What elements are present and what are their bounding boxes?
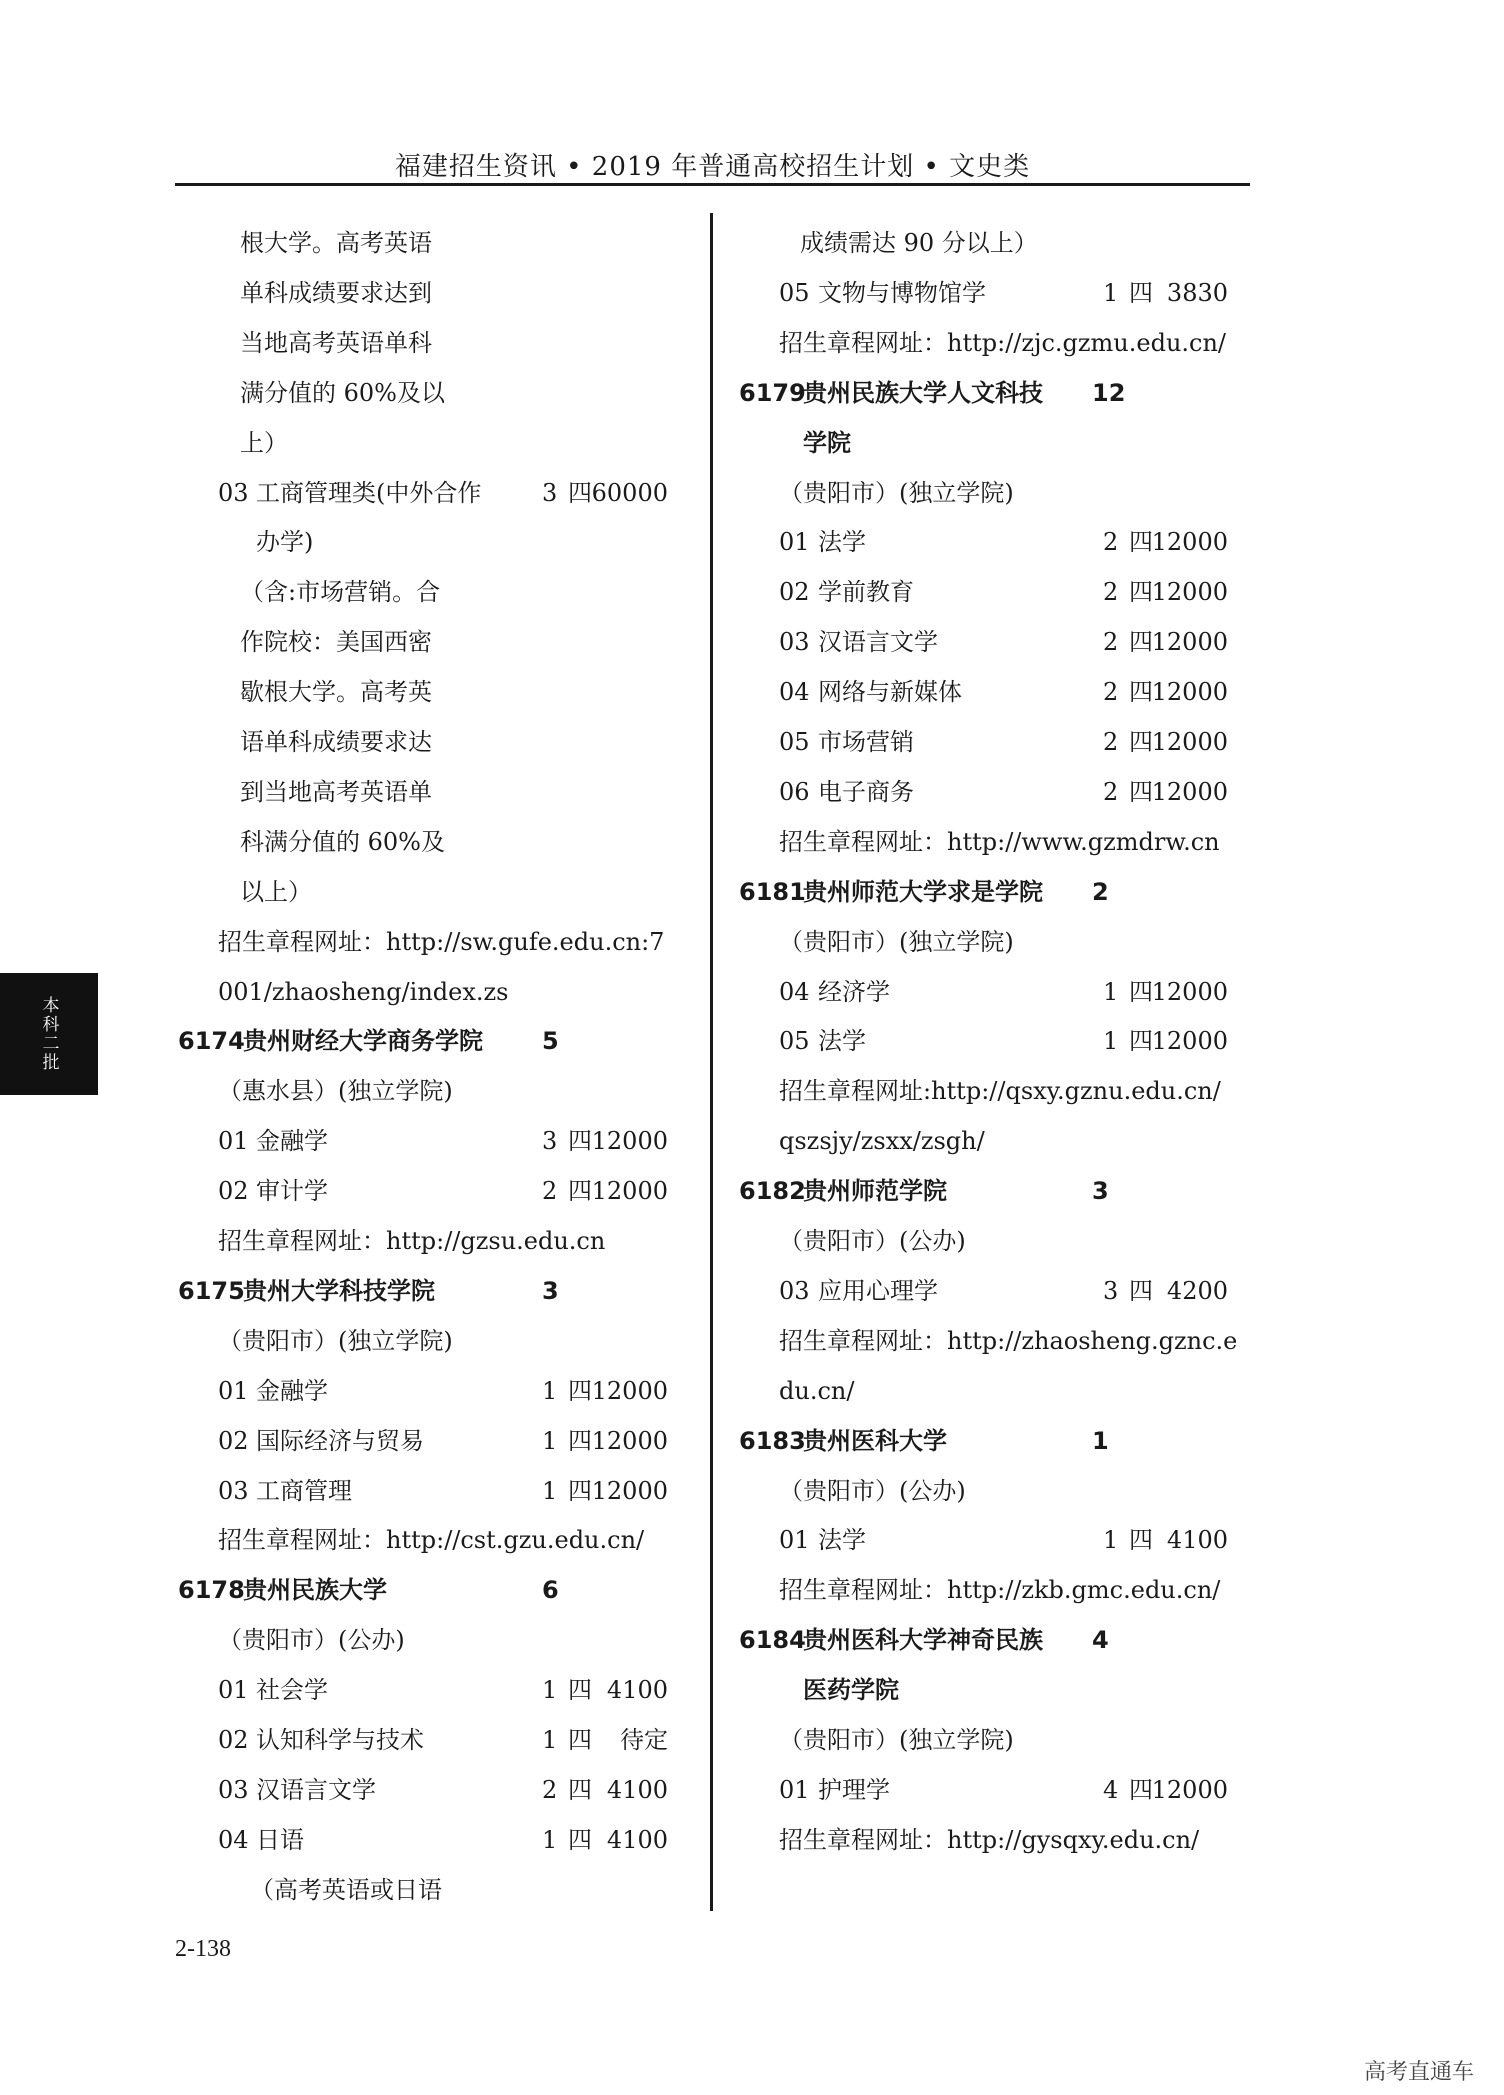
major-years: 四 xyxy=(568,1676,592,1705)
school-code: 6175 xyxy=(178,1276,245,1305)
major-tuition: 12000 xyxy=(591,1127,668,1156)
side-tab-label: 本科二批 xyxy=(38,996,59,1072)
school-plan-count: 2 xyxy=(1092,877,1109,906)
major-tuition: 12000 xyxy=(591,1426,668,1455)
admission-url: 招生章程网址：http://www.gzmdrw.cn xyxy=(779,827,1220,856)
school-code: 6183 xyxy=(739,1426,806,1455)
major-name: 应用心理学 xyxy=(818,1276,938,1305)
school-name-continued: 学院 xyxy=(803,428,851,457)
major-plan-count: 1 xyxy=(542,1426,558,1455)
school-name: 贵州民族大学人文科技 xyxy=(803,378,1043,407)
major-note: 成绩需达 90 分以上） xyxy=(800,229,1038,257)
school-location: （贵阳市）(独立学院) xyxy=(779,478,1014,507)
header-rule xyxy=(175,183,1250,186)
school-name-continued: 医药学院 xyxy=(803,1676,899,1705)
major-note: 满分值的 60%及以 xyxy=(240,378,445,407)
major-name: 工商管理类(中外合作 xyxy=(256,478,482,507)
major-code: 04 xyxy=(218,1825,249,1854)
major-tuition: 3830 xyxy=(1166,278,1228,307)
admission-url-continued: du.cn/ xyxy=(779,1376,855,1405)
major-tuition: 12000 xyxy=(1151,678,1228,707)
major-tuition: 12000 xyxy=(591,1376,668,1405)
major-name: 电子商务 xyxy=(818,777,914,806)
school-location: （惠水县）(独立学院) xyxy=(218,1077,453,1106)
admission-url-continued: qszsjy/zsxx/zsgh/ xyxy=(779,1127,985,1156)
major-note: 科满分值的 60%及 xyxy=(240,827,445,856)
major-years: 四 xyxy=(1129,1276,1153,1305)
major-note: 到当地高考英语单 xyxy=(240,777,432,806)
school-name: 贵州财经大学商务学院 xyxy=(243,1027,483,1056)
major-tuition: 12000 xyxy=(1151,1027,1228,1056)
major-tuition: 12000 xyxy=(1151,578,1228,607)
major-tuition: 60000 xyxy=(591,478,668,507)
school-plan-count: 1 xyxy=(1092,1426,1109,1455)
page-number: 2-138 xyxy=(175,1936,231,1962)
admission-url: 招生章程网址：http://sw.gufe.edu.cn:7 xyxy=(218,927,665,956)
major-name: 市场营销 xyxy=(818,728,914,756)
major-years: 四 xyxy=(568,1376,592,1405)
major-name: 经济学 xyxy=(818,977,890,1006)
major-years: 四 xyxy=(1129,628,1153,657)
school-code: 6179 xyxy=(739,378,806,407)
major-code: 01 xyxy=(218,1127,249,1156)
major-years: 四 xyxy=(1129,728,1153,756)
major-tuition: 12000 xyxy=(591,1476,668,1505)
major-code: 05 xyxy=(779,1027,810,1056)
major-name: 护理学 xyxy=(818,1775,890,1804)
major-name: 法学 xyxy=(818,1027,866,1056)
major-tuition: 12000 xyxy=(1151,628,1228,657)
school-name: 贵州民族大学 xyxy=(243,1576,387,1605)
major-code: 01 xyxy=(779,1526,810,1555)
major-plan-count: 1 xyxy=(1103,278,1119,307)
major-plan-count: 2 xyxy=(1103,678,1119,707)
major-name: 网络与新媒体 xyxy=(818,678,962,707)
major-code: 04 xyxy=(779,977,810,1006)
major-note: （高考英语或日语 xyxy=(250,1875,442,1904)
major-name: 汉语言文学 xyxy=(256,1775,376,1804)
major-tuition: 4100 xyxy=(606,1775,668,1804)
school-plan-count: 3 xyxy=(1092,1177,1109,1206)
school-plan-count: 3 xyxy=(542,1276,559,1305)
major-plan-count: 1 xyxy=(542,1726,558,1754)
major-plan-count: 3 xyxy=(542,478,558,507)
major-name: 工商管理 xyxy=(256,1476,352,1505)
major-years: 四 xyxy=(1129,678,1153,707)
major-code: 05 xyxy=(779,728,810,756)
major-name: 法学 xyxy=(818,528,866,557)
major-note: 单科成绩要求达到 xyxy=(240,278,432,307)
school-location: （贵阳市）(独立学院) xyxy=(779,927,1014,956)
major-name-continued: 办学) xyxy=(256,528,314,557)
major-years: 四 xyxy=(1129,528,1153,557)
major-code: 05 xyxy=(779,278,810,307)
major-plan-count: 2 xyxy=(1103,777,1119,806)
major-name: 金融学 xyxy=(256,1127,328,1156)
admission-url: 招生章程网址：http://zkb.gmc.edu.cn/ xyxy=(779,1576,1221,1605)
major-code: 01 xyxy=(218,1676,249,1705)
major-note: （含:市场营销。合 xyxy=(240,578,441,607)
major-note: 歇根大学。高考英 xyxy=(240,678,432,707)
major-code: 03 xyxy=(218,1476,249,1505)
major-years: 四 xyxy=(568,1825,592,1854)
major-plan-count: 2 xyxy=(1103,628,1119,657)
school-location: （贵阳市）(公办) xyxy=(779,1476,966,1505)
major-plan-count: 4 xyxy=(1103,1775,1119,1804)
major-years: 四 xyxy=(568,1775,592,1804)
major-code: 01 xyxy=(779,528,810,557)
major-plan-count: 1 xyxy=(542,1676,558,1705)
major-tuition: 4200 xyxy=(1166,1276,1228,1305)
major-plan-count: 2 xyxy=(542,1775,558,1804)
major-code: 01 xyxy=(779,1775,810,1804)
admission-url-continued: 001/zhaosheng/index.zs xyxy=(218,977,509,1006)
major-plan-count: 2 xyxy=(1103,528,1119,557)
major-code: 03 xyxy=(218,478,249,507)
major-tuition: 4100 xyxy=(606,1825,668,1854)
major-name: 法学 xyxy=(818,1526,866,1555)
major-note: 上） xyxy=(240,428,288,457)
watermark-text: 高考直通车 xyxy=(1363,2060,1474,2085)
major-years: 四 xyxy=(1129,578,1153,607)
school-location: （贵阳市）(公办) xyxy=(218,1626,405,1655)
admission-url: 招生章程网址：http://zhaosheng.gznc.e xyxy=(779,1326,1238,1355)
admission-url: 招生章程网址：http://gzsu.edu.cn xyxy=(218,1227,606,1255)
school-location: （贵阳市）(公办) xyxy=(779,1227,966,1255)
admission-url: 招生章程网址：http://gysqxy.edu.cn/ xyxy=(779,1825,1200,1854)
major-plan-count: 1 xyxy=(1103,1027,1119,1056)
school-code: 6182 xyxy=(739,1177,806,1206)
major-plan-count: 2 xyxy=(542,1177,558,1206)
major-tuition: 4100 xyxy=(606,1676,668,1705)
major-code: 02 xyxy=(779,578,810,607)
major-years: 四 xyxy=(568,1177,592,1206)
major-years: 四 xyxy=(568,1426,592,1455)
major-tuition: 12000 xyxy=(1151,1775,1228,1804)
school-plan-count: 4 xyxy=(1092,1626,1109,1655)
major-name: 认知科学与技术 xyxy=(256,1726,424,1754)
major-name: 汉语言文学 xyxy=(818,628,938,657)
major-tuition: 12000 xyxy=(1151,777,1228,806)
major-name: 文物与博物馆学 xyxy=(818,278,986,307)
school-location: （贵阳市）(独立学院) xyxy=(779,1726,1014,1754)
major-name: 日语 xyxy=(256,1825,304,1854)
school-code: 6178 xyxy=(178,1576,245,1605)
major-note: 根大学。高考英语 xyxy=(240,229,432,257)
major-code: 02 xyxy=(218,1426,249,1455)
major-code: 04 xyxy=(779,678,810,707)
major-name: 审计学 xyxy=(256,1177,328,1206)
major-years: 四 xyxy=(1129,777,1153,806)
school-plan-count: 12 xyxy=(1092,378,1126,407)
major-plan-count: 1 xyxy=(542,1376,558,1405)
major-note: 语单科成绩要求达 xyxy=(240,728,432,756)
major-tuition: 12000 xyxy=(1151,977,1228,1006)
major-name: 社会学 xyxy=(256,1676,328,1705)
major-years: 四 xyxy=(1129,1027,1153,1056)
major-plan-count: 1 xyxy=(1103,977,1119,1006)
major-years: 四 xyxy=(568,478,592,507)
major-years: 四 xyxy=(1129,977,1153,1006)
major-tuition: 待定 xyxy=(620,1726,668,1754)
major-plan-count: 3 xyxy=(1103,1276,1119,1305)
major-years: 四 xyxy=(1129,278,1153,307)
major-tuition: 12000 xyxy=(591,1177,668,1206)
major-years: 四 xyxy=(568,1476,592,1505)
admission-url: 招生章程网址：http://cst.gzu.edu.cn/ xyxy=(218,1526,645,1555)
school-plan-count: 6 xyxy=(542,1576,559,1605)
section-side-tab xyxy=(0,973,98,1095)
school-name: 贵州医科大学 xyxy=(803,1426,947,1455)
school-name: 贵州师范大学求是学院 xyxy=(803,877,1043,906)
school-code: 6184 xyxy=(739,1626,806,1655)
school-name: 贵州大学科技学院 xyxy=(243,1276,435,1305)
major-note: 当地高考英语单科 xyxy=(240,328,432,357)
school-name: 贵州师范学院 xyxy=(803,1177,947,1206)
major-tuition: 12000 xyxy=(1151,728,1228,756)
school-name: 贵州医科大学神奇民族 xyxy=(803,1626,1043,1655)
column-divider xyxy=(710,213,713,1911)
major-code: 02 xyxy=(218,1726,249,1754)
major-plan-count: 1 xyxy=(542,1825,558,1854)
major-code: 01 xyxy=(218,1376,249,1405)
school-plan-count: 5 xyxy=(542,1027,559,1056)
admission-url: 招生章程网址:http://qsxy.gznu.edu.cn/ xyxy=(779,1077,1221,1106)
major-code: 03 xyxy=(779,628,810,657)
major-plan-count: 1 xyxy=(542,1476,558,1505)
major-plan-count: 1 xyxy=(1103,1526,1119,1555)
admission-url: 招生章程网址：http://zjc.gzmu.edu.cn/ xyxy=(779,328,1227,357)
major-plan-count: 2 xyxy=(1103,578,1119,607)
major-name: 国际经济与贸易 xyxy=(256,1426,424,1455)
school-location: （贵阳市）(独立学院) xyxy=(218,1326,453,1355)
major-plan-count: 2 xyxy=(1103,728,1119,756)
major-years: 四 xyxy=(1129,1775,1153,1804)
major-years: 四 xyxy=(568,1726,592,1754)
major-tuition: 12000 xyxy=(1151,528,1228,557)
major-note: 作院校：美国西密 xyxy=(240,628,432,657)
major-code: 06 xyxy=(779,777,810,806)
school-code: 6181 xyxy=(739,877,806,906)
major-code: 03 xyxy=(779,1276,810,1305)
major-tuition: 4100 xyxy=(1166,1526,1228,1555)
major-years: 四 xyxy=(568,1127,592,1156)
major-name: 金融学 xyxy=(256,1376,328,1405)
school-code: 6174 xyxy=(178,1027,245,1056)
major-note: 以上） xyxy=(240,877,312,906)
major-code: 03 xyxy=(218,1775,249,1804)
major-years: 四 xyxy=(1129,1526,1153,1555)
page-header-title: 福建招生资讯 • 2019 年普通高校招生计划 • 文史类 xyxy=(394,152,1031,182)
major-name: 学前教育 xyxy=(818,578,914,607)
major-code: 02 xyxy=(218,1177,249,1206)
major-plan-count: 3 xyxy=(542,1127,558,1156)
